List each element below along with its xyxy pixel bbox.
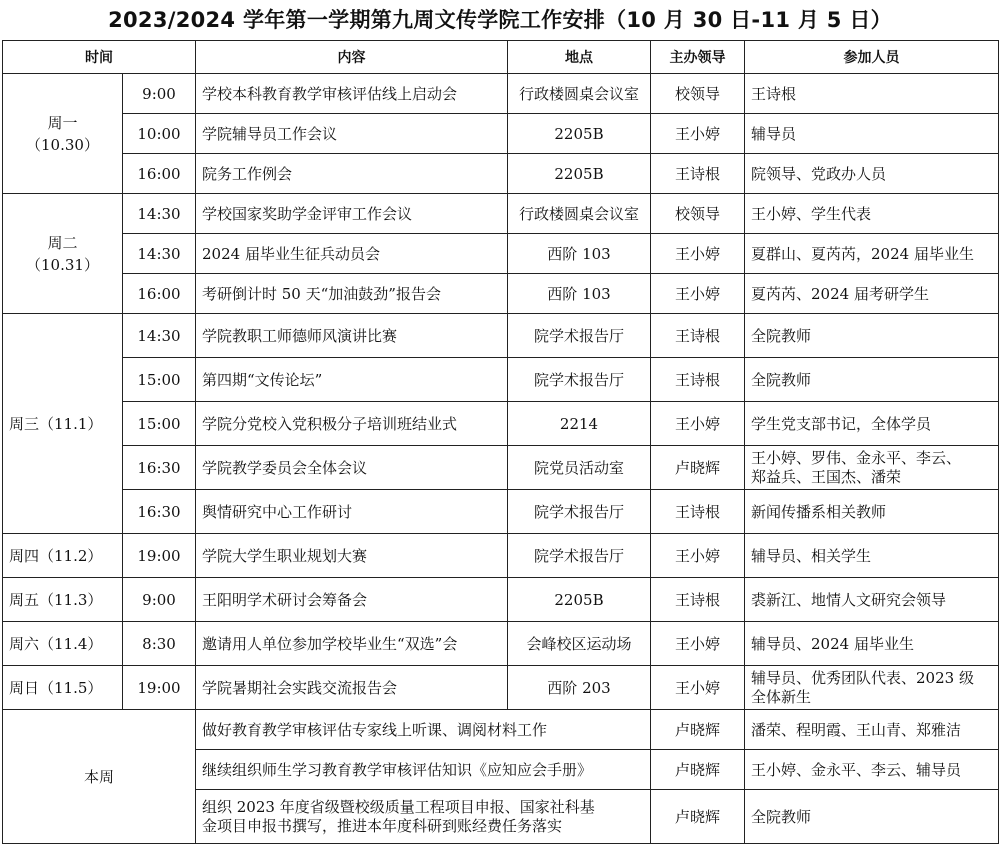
location-cell: 2205B: [508, 154, 651, 194]
host-cell: 王诗根: [651, 154, 745, 194]
participants-line: 辅导员、优秀团队代表、2023 级: [751, 668, 974, 687]
day-cell-saturday: 周六（11.4）: [3, 622, 123, 666]
participants-cell: 学生党支部书记，全体学员: [745, 402, 999, 446]
participants-cell: 王诗根: [745, 74, 999, 114]
participants-cell: 夏群山、夏芮芮，2024 届毕业生: [745, 234, 999, 274]
table-row: [3, 358, 999, 402]
participants-cell: 辅导员、2024 届毕业生: [745, 622, 999, 666]
table-row: [3, 74, 999, 114]
location-cell: 2205B: [508, 114, 651, 154]
participants-line: 郑益兵、王国杰、潘荣: [751, 467, 902, 486]
host-cell: 王小婷: [651, 274, 745, 314]
location-cell: 西阶 103: [508, 274, 651, 314]
host-cell: 王小婷: [651, 402, 745, 446]
participants-cell: 院领导、党政办人员: [745, 154, 999, 194]
time-cell: 16:30: [123, 490, 196, 534]
content-cell: 舆情研究中心工作研讨: [196, 490, 508, 534]
header-location: 地点: [508, 41, 651, 74]
table-row: [3, 666, 999, 710]
host-cell: 王小婷: [651, 234, 745, 274]
host-cell: 王小婷: [651, 114, 745, 154]
time-cell: 14:30: [123, 194, 196, 234]
participants-cell: 夏芮芮、2024 届考研学生: [745, 274, 999, 314]
participants-cell: [745, 446, 999, 490]
content-cell: [196, 790, 651, 844]
content-cell: 学院暑期社会实践交流报告会: [196, 666, 508, 710]
table-row: [3, 154, 999, 194]
content-line: 金项目申报书撰写，推进本年度科研到账经费任务落实: [202, 816, 563, 835]
location-cell: 院学术报告厅: [508, 358, 651, 402]
time-cell: 16:00: [123, 274, 196, 314]
day-date: （10.30）: [26, 135, 99, 154]
participants-cell: 全院教师: [745, 314, 999, 358]
host-cell: 王诗根: [651, 578, 745, 622]
time-cell: 14:30: [123, 234, 196, 274]
table-row: [3, 710, 999, 750]
content-cell: 继续组织师生学习教育教学审核评估知识《应知应会手册》: [196, 750, 651, 790]
content-cell: 第四期“文传论坛”: [196, 358, 508, 402]
header-participants: 参加人员: [745, 41, 999, 74]
participants-cell: 裘新江、地情人文研究会领导: [745, 578, 999, 622]
time-cell: 9:00: [123, 578, 196, 622]
table-row: [3, 622, 999, 666]
host-cell: 王诗根: [651, 314, 745, 358]
content-cell: 做好教育教学审核评估专家线上听课、调阅材料工作: [196, 710, 651, 750]
table-row: [3, 446, 999, 490]
header-row: [3, 41, 999, 74]
location-cell: 行政楼圆桌会议室: [508, 74, 651, 114]
content-line: 组织 2023 年度省级暨校级质量工程项目申报、国家社科基: [202, 797, 595, 816]
participants-cell: 新闻传播系相关教师: [745, 490, 999, 534]
participants-cell: 王小婷、金永平、李云、辅导员: [745, 750, 999, 790]
host-cell: 校领导: [651, 74, 745, 114]
content-cell: 2024 届毕业生征兵动员会: [196, 234, 508, 274]
location-cell: 2205B: [508, 578, 651, 622]
header-host: 主办领导: [651, 41, 745, 74]
header-time: 时间: [3, 41, 196, 74]
table-row: [3, 534, 999, 578]
time-cell: 16:30: [123, 446, 196, 490]
table-row: [3, 194, 999, 234]
location-cell: 西阶 103: [508, 234, 651, 274]
header-content: 内容: [196, 41, 508, 74]
time-cell: 14:30: [123, 314, 196, 358]
location-cell: 院党员活动室: [508, 446, 651, 490]
table-row: [3, 274, 999, 314]
time-cell: 16:00: [123, 154, 196, 194]
table-row: [3, 402, 999, 446]
time-cell: 9:00: [123, 74, 196, 114]
host-cell: 卢晓辉: [651, 790, 745, 844]
location-cell: 院学术报告厅: [508, 490, 651, 534]
host-cell: 卢晓辉: [651, 446, 745, 490]
table-row: [3, 114, 999, 154]
host-cell: 王小婷: [651, 534, 745, 578]
content-cell: 学院大学生职业规划大赛: [196, 534, 508, 578]
content-cell: 学校本科教育教学审核评估线上启动会: [196, 74, 508, 114]
day-cell-tuesday: [3, 194, 123, 314]
table-row: [3, 578, 999, 622]
day-cell-this-week: 本周: [3, 710, 196, 844]
time-cell: 15:00: [123, 358, 196, 402]
time-cell: 10:00: [123, 114, 196, 154]
day-date: （10.31）: [26, 255, 99, 274]
day-cell-thursday: 周四（11.2）: [3, 534, 123, 578]
content-cell: 邀请用人单位参加学校毕业生“双选”会: [196, 622, 508, 666]
participants-line: 全体新生: [751, 687, 812, 706]
location-cell: 院学术报告厅: [508, 314, 651, 358]
location-cell: 西阶 203: [508, 666, 651, 710]
day-label: 周一: [47, 113, 78, 132]
content-cell: 学院教职工师德师风演讲比赛: [196, 314, 508, 358]
location-cell: 会峰校区运动场: [508, 622, 651, 666]
host-cell: 卢晓辉: [651, 750, 745, 790]
page-title: 2023/2024 学年第一学期第九周文传学院工作安排（10 月 30 日-11 月 5 日）: [108, 8, 892, 32]
time-cell: 15:00: [123, 402, 196, 446]
table-row: [3, 234, 999, 274]
host-cell: 王诗根: [651, 358, 745, 402]
table-row: [3, 490, 999, 534]
table-row: [3, 314, 999, 358]
day-cell-wednesday: 周三（11.1）: [3, 314, 123, 534]
host-cell: 卢晓辉: [651, 710, 745, 750]
location-cell: 2214: [508, 402, 651, 446]
participants-cell: 全院教师: [745, 358, 999, 402]
time-cell: 19:00: [123, 666, 196, 710]
participants-cell: 潘荣、程明霞、王山青、郑雅洁: [745, 710, 999, 750]
day-cell-friday: 周五（11.3）: [3, 578, 123, 622]
time-cell: 19:00: [123, 534, 196, 578]
content-cell: 考研倒计时 50 天“加油鼓劲”报告会: [196, 274, 508, 314]
content-cell: 学院分党校入党积极分子培训班结业式: [196, 402, 508, 446]
content-cell: 院务工作例会: [196, 154, 508, 194]
time-cell: 8:30: [123, 622, 196, 666]
participants-line: 王小婷、罗伟、金永平、李云、: [751, 448, 962, 467]
day-cell-sunday: 周日（11.5）: [3, 666, 123, 710]
host-cell: 王小婷: [651, 666, 745, 710]
participants-cell: [745, 666, 999, 710]
content-cell: 学院教学委员会全体会议: [196, 446, 508, 490]
participants-cell: 辅导员: [745, 114, 999, 154]
host-cell: 王小婷: [651, 622, 745, 666]
host-cell: 王诗根: [651, 490, 745, 534]
content-cell: 学校国家奖助学金评审工作会议: [196, 194, 508, 234]
participants-cell: 全院教师: [745, 790, 999, 844]
content-cell: 学院辅导员工作会议: [196, 114, 508, 154]
day-cell-monday: [3, 74, 123, 194]
schedule-table: [2, 40, 999, 844]
day-label: 周二: [47, 233, 78, 252]
content-cell: 王阳明学术研讨会筹备会: [196, 578, 508, 622]
host-cell: 校领导: [651, 194, 745, 234]
location-cell: 行政楼圆桌会议室: [508, 194, 651, 234]
participants-cell: 辅导员、相关学生: [745, 534, 999, 578]
participants-cell: 王小婷、学生代表: [745, 194, 999, 234]
location-cell: 院学术报告厅: [508, 534, 651, 578]
